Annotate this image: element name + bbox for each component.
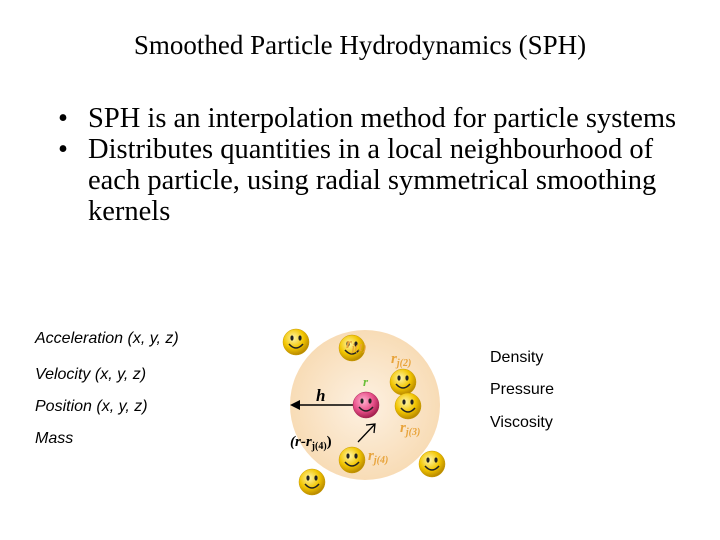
bullet-dot: •	[58, 103, 68, 134]
property-acceleration: Acceleration (x, y, z)	[35, 330, 179, 347]
field-pressure: Pressure	[490, 381, 555, 398]
neighbour-particle-4	[339, 447, 365, 473]
neighbour-particle-2	[390, 369, 416, 395]
bullet-list	[58, 103, 698, 227]
bullet-text: SPH is an interpolation method for particle systems	[88, 103, 677, 134]
neighbour-particle-outside	[419, 451, 445, 477]
field-density: Density	[490, 349, 544, 366]
neighbour-particle-outside	[283, 329, 309, 355]
field-viscosity: Viscosity	[490, 414, 553, 431]
property-velocity: Velocity (x, y, z)	[35, 366, 147, 383]
property-position: Position (x, y, z)	[35, 398, 148, 415]
center-particle	[353, 392, 379, 418]
property-mass: Mass	[35, 430, 74, 447]
label-rj3: $r_{j(3)}$	[400, 420, 421, 438]
label-difference-vector: $(r-r_{j(4)})$	[290, 434, 332, 452]
bullet-item	[58, 103, 698, 134]
label-r: r	[363, 374, 369, 389]
label-rj1: $r_{j(1)}$	[346, 336, 367, 354]
bullet-item	[58, 134, 698, 227]
label-rj2: $r_{j(2)}$	[391, 351, 412, 369]
slide-title: Smoothed Particle Hydrodynamics (SPH)	[133, 30, 587, 60]
neighbour-particle-3	[395, 393, 421, 419]
bullet-dot: •	[58, 134, 68, 165]
neighbour-particle-outside	[299, 469, 325, 495]
label-h: h	[316, 386, 326, 405]
label-rj4: $r_{j(4)}$	[368, 448, 389, 466]
sph-kernel-diagram	[260, 310, 460, 510]
bullet-text: Distributes quantities in a local neighbourhood of each particle, using radial symmetrical smoothing kernels	[88, 134, 657, 227]
